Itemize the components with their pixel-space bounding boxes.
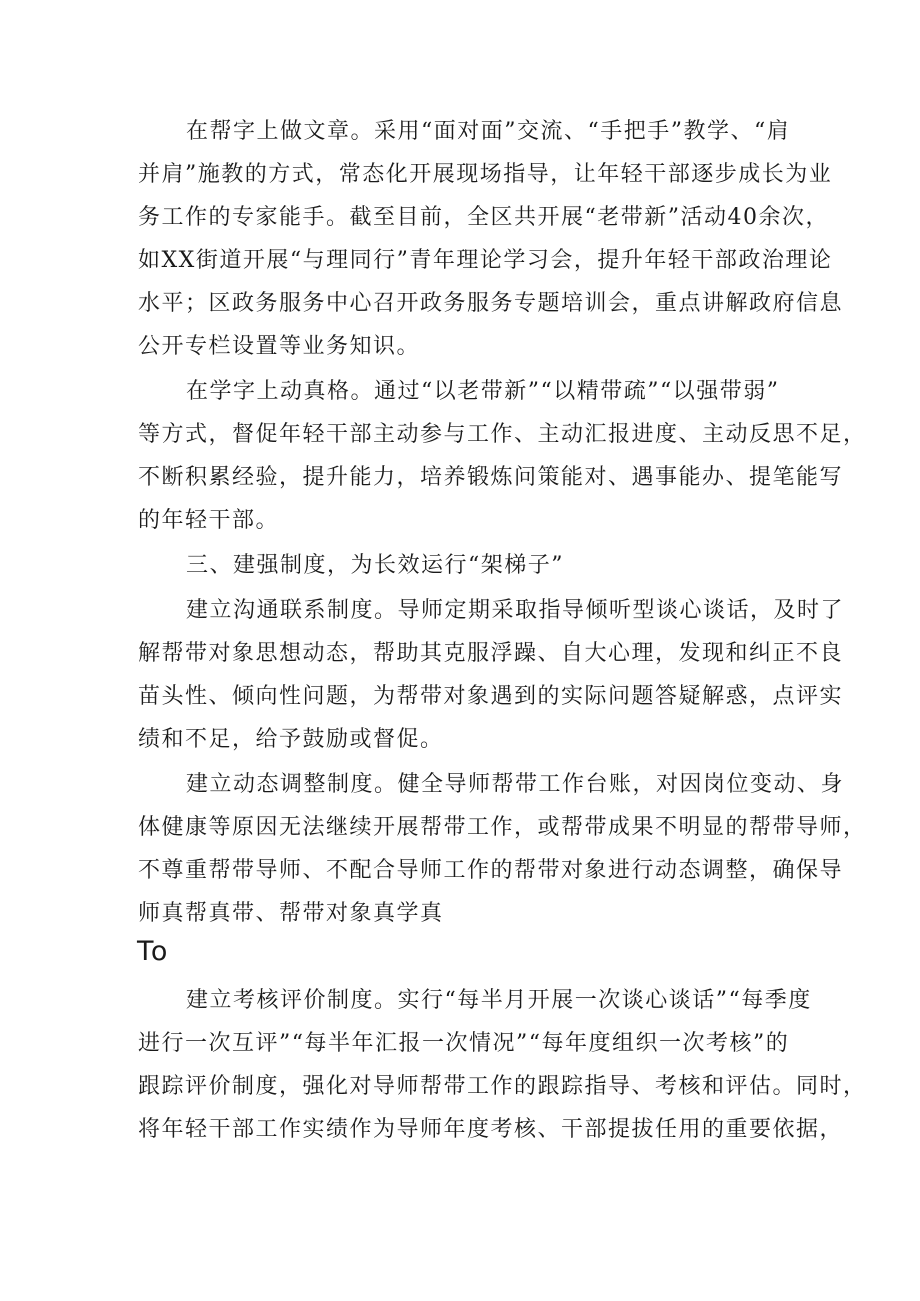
text-line: 在学字上动真格。通过“以老带新”“以精带疏”“以强带弱” — [186, 379, 780, 404]
text-line: 跟踪评价制度，强化对导师帮带工作的跟踪指导、考核和评估。同时， — [138, 1074, 867, 1099]
text-line: 如XX街道开展“与理同行”青年理论学习会，提升年轻干部政治理论 — [138, 248, 833, 273]
text-line: 建立动态调整制度。健全导师帮带工作台账，对因岗位变动、身 — [186, 772, 845, 797]
section-heading: 三、建强制度，为长效运行“架梯子” — [186, 553, 564, 578]
text-line: 将年轻干部工作实绩作为导师年度考核、干部提拔任用的重要依据， — [138, 1117, 844, 1142]
text-line: 不尊重帮带导师、不配合导师工作的帮带对象进行动态调整，确保导 — [138, 858, 844, 883]
text-line: 等方式，督促年轻干部主动参与工作、主动汇报进度、主动反思不足， — [138, 422, 867, 447]
text-line: 务工作的专家能手。截至目前，全区共开展“老带新”活动40余次， — [138, 205, 829, 230]
text-line: 建立考核评价制度。实行“每半月开展一次谈心谈话”“每季度 — [186, 988, 812, 1013]
text-line: 在帮字上做文章。采用“面对面”交流、“手把手”教学、“肩 — [186, 119, 791, 144]
stray-text-fragment: To — [137, 936, 170, 967]
text-line: 不断积累经验，提升能力，培养锻炼问策能对、遇事能办、提笔能写 — [138, 465, 844, 490]
text-line: 苗头性、倾向性问题，为帮带对象遇到的实际问题答疑解惑，点评实 — [138, 684, 844, 709]
text-line: 水平；区政务服务中心召开政务服务专题培训会，重点讲解政府信息 — [138, 291, 844, 316]
text-line: 的年轻干部。 — [138, 508, 280, 533]
text-line: 公开专栏设置等业务知识。 — [138, 334, 421, 359]
text-line: 建立沟通联系制度。导师定期采取指导倾听型谈心谈话，及时了 — [186, 598, 845, 623]
text-line: 解帮带对象思想动态，帮助其克服浮躁、自大心理，发现和纠正不良 — [138, 641, 844, 666]
text-line: 师真帮真带、帮带对象真学真 — [138, 901, 444, 926]
text-line: 并肩”施教的方式，常态化开展现场指导，让年轻干部逐步成长为业 — [138, 162, 833, 187]
text-line: 绩和不足，给予鼓励或督促。 — [138, 727, 444, 752]
text-line: 进行一次互评”“每半年汇报一次情况”“每年度组织一次考核”的 — [138, 1031, 790, 1056]
text-line: 体健康等原因无法继续开展帮带工作，或帮带成果不明显的帮带导师， — [138, 815, 867, 840]
